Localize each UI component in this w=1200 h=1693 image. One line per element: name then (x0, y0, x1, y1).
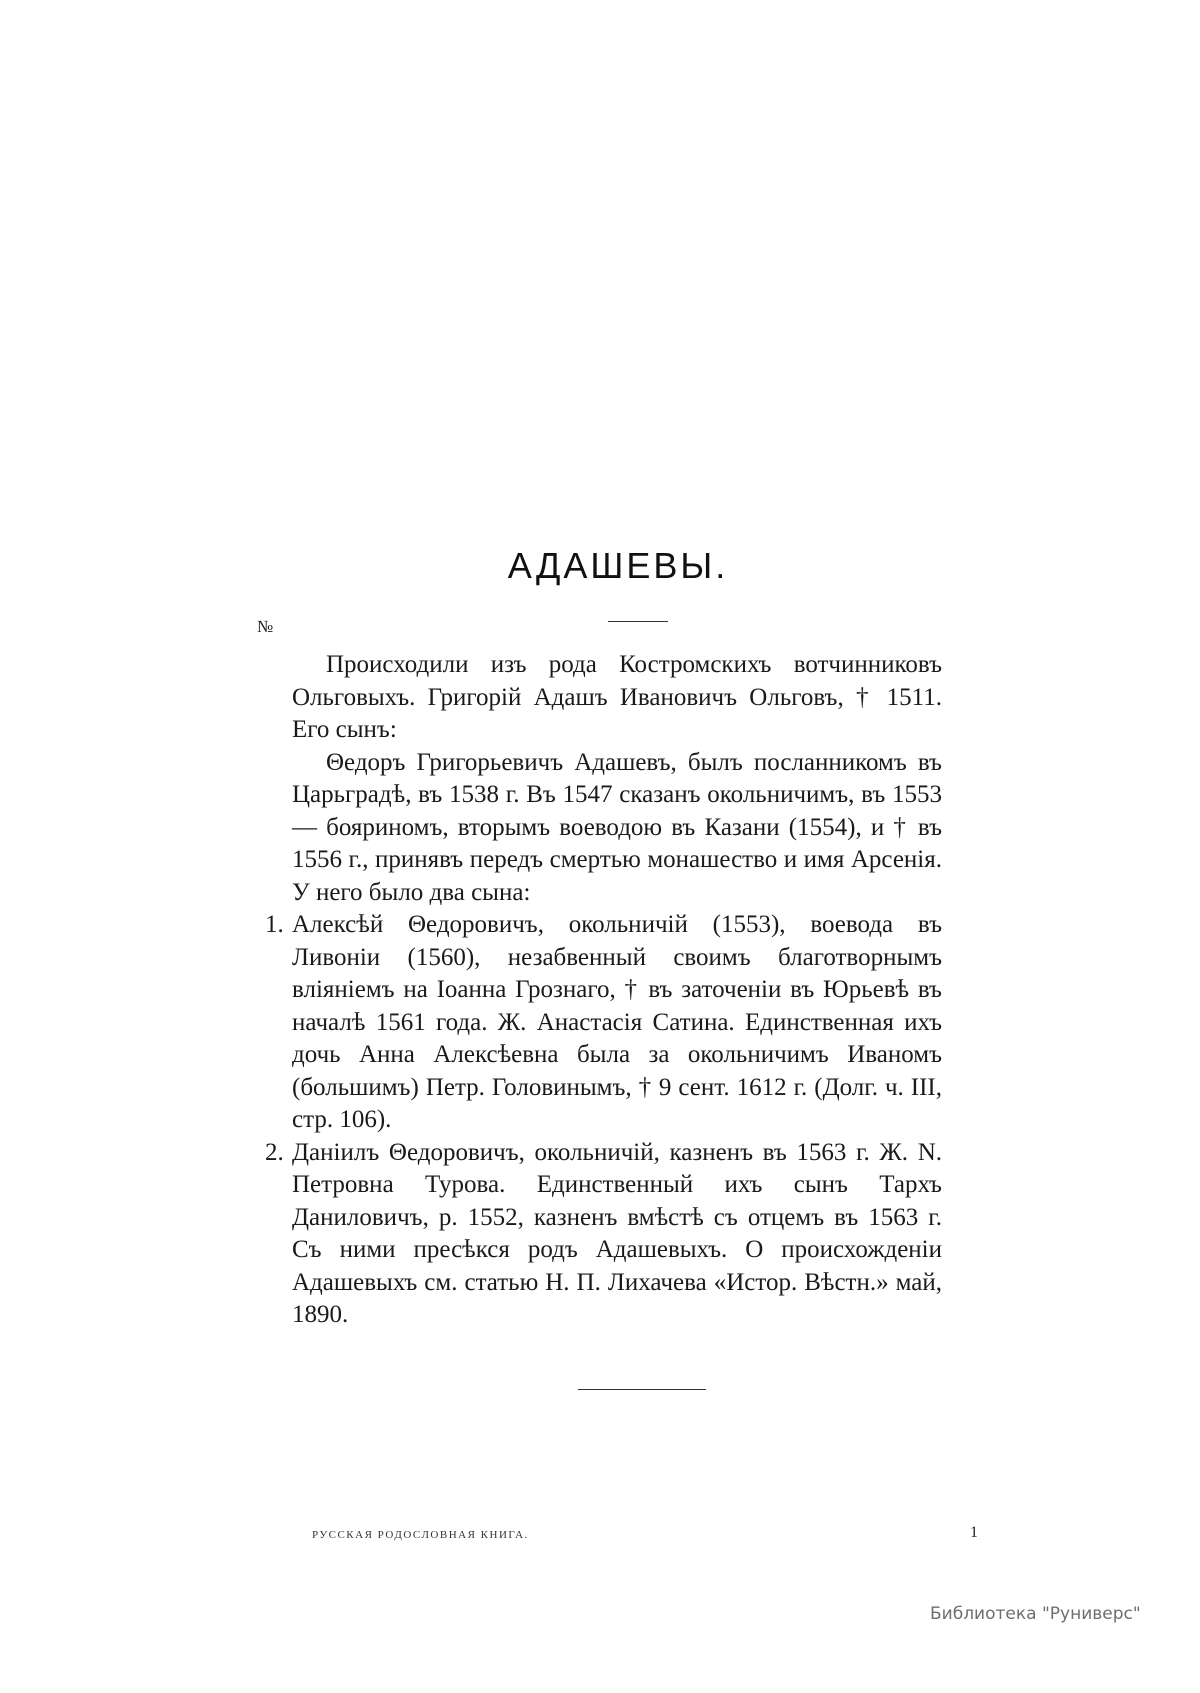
list-item-number: 2. (265, 1138, 284, 1166)
father-paragraph: Θедоръ Григорьевичъ Адашевъ, былъ посланникомъ въ Царьградѣ, въ 1538 г. Въ 1547 сказанъ окольничимъ, въ 1553 — бояриномъ, вторымъ воеводою въ Казани (1554), и † въ 1556 г., принявъ передъ смертью монашество и имя Арсенія. У него было два сына: (292, 748, 942, 906)
list-item-text: Алексѣй Θедоровичъ, окольничій (1553), воевода въ Ливоніи (1560), незабвенный своимъ благотворнымъ вліяніемъ на Іоанна Грознаго, † въ заточеніи въ Юрьевѣ въ началѣ 1561 года. Ж. Анастасія Сатина. Единственная ихъ дочь Анна Алексѣевна была за окольничимъ Иваномъ (большимъ) Петр. Головинымъ, † 9 сент. 1612 г. (Долг. ч. III, стр. 106). (292, 911, 942, 1133)
article-body (265, 649, 942, 1332)
intro-paragraph: Происходили изъ рода Костромскихъ вотчинниковъ Ольговыхъ. Григорій Адашъ Ивановичъ Ольговъ, † 1511. Его сынъ: (292, 651, 942, 743)
list-item (265, 1137, 942, 1332)
end-divider (578, 1389, 706, 1390)
page-title: АДАШЕВЫ. (507, 545, 729, 586)
page-number: 1 (970, 1524, 978, 1541)
list-item-number: 1. (265, 911, 284, 938)
list-item (265, 909, 942, 1137)
title-divider (608, 621, 668, 622)
sons-list (265, 909, 942, 1332)
numero-sign: № (257, 617, 274, 636)
running-footer-title: РУССКАЯ РОДОСЛОВНАЯ КНИГА. (312, 1529, 529, 1541)
library-watermark: Библиотека "Руниверс" (930, 1604, 1141, 1624)
list-item-text: Даніилъ Θедоровичъ, окольничій, казненъ въ 1563 г. Ж. N. Петровна Турова. Единственный ихъ сынъ Тархъ Даниловичъ, р. 1552, казненъ вмѣстѣ съ отцемъ въ 1563 г. Съ ними пресѣкся родъ Адашевыхъ. О происхожденіи Адашевыхъ см. статью Н. П. Лихачева «Истор. Вѣстн.» май, 1890. (292, 1138, 942, 1328)
